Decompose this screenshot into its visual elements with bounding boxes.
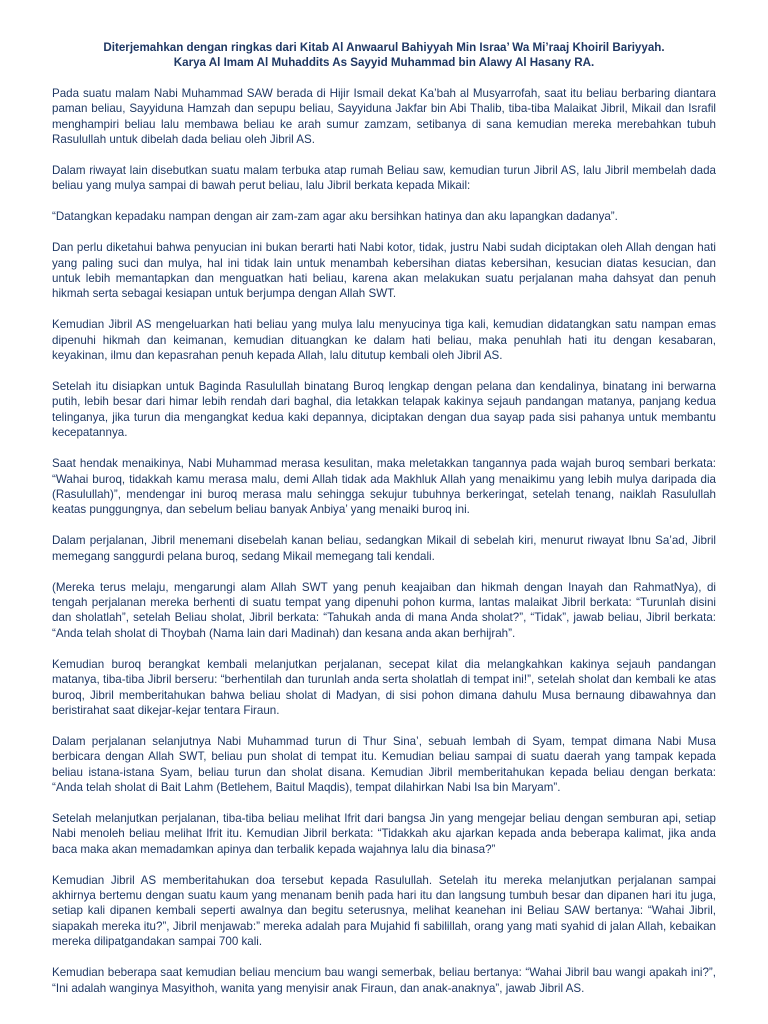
paragraph-4: Dan perlu diketahui bahwa penyucian ini bukan berarti hati Nabi kotor, tidak, justru Nabi sudah diciptakan oleh Allah dengan hati yang paling suci dan mulya, hal ini tidak lain untuk menambah kebersihan diatas kebersihan, kesucian diatas kesucian, dan untuk lebih memantapkan dan menguatkan hati beliau, karena akan melakukan suatu perjalanan maha dahsyat dan penuh hikmah serta sebagai kesiapan untuk berjumpa dengan Allah SWT. bbox=[52, 241, 716, 301]
paragraph-12: Setelah melanjutkan perjalanan, tiba-tiba beliau melihat Ifrit dari bangsa Jin yang mengejar beliau dengan semburan api, setiap Nabi menoleh beliau melihat Ifrit itu. Kemudian Jibril berkata: “Tidakkah aku ajarkan kepada anda beberapa kalimat, jika anda baca maka akan memadamkan apinya dan terbalik kepada wajahnya lalu dia binasa?” bbox=[52, 811, 716, 856]
paragraph-7: Saat hendak menaikinya, Nabi Muhammad merasa kesulitan, maka meletakkan tangannya pada wajah buroq sembari berkata: “Wahai buroq, tidakkah kamu merasa malu, demi Allah tidak ada Makhluk Allah yang menaikimu yang lebih mulya daripada dia (Rasulullah)”, mendengar ini buroq merasa malu sehingga sekujur tubuhnya berkeringat, setelah tenang, naiklah Rasulullah keatas punggungnya, dan sebelum beliau banyak Anbiya’ yang menaiki buroq ini. bbox=[52, 457, 716, 517]
paragraph-3: “Datangkan kepadaku nampan dengan air zam-zam agar aku bersihkan hatinya dan aku lapangkan dadanya”. bbox=[52, 210, 618, 224]
paragraph-6: Setelah itu disiapkan untuk Baginda Rasulullah binatang Buroq lengkap dengan pelana dan kendalinya, binatang ini berwarna putih, lebih besar dari himar lebih rendah dari baghal, dia letakkan telapak kakinya sejauh pandangan matanya, panjang kedua telinganya, jika turun dia mengangkat kedua kaki depannya, diciptakan dengan dua sayap pada sisi pahanya untuk membantu kecepatannya. bbox=[52, 380, 716, 440]
paragraph-13: Kemudian Jibril AS memberitahukan doa tersebut kepada Rasulullah. Setelah itu mereka melanjutkan perjalanan sampai akhirnya bertemu dengan suatu kaum yang menanam benih pada hari itu dan langsung tumbuh besar dan dipanen hari itu juga, setiap kali dipanen kembali seperti awalnya dan begitu seterusnya, melihat keanehan ini Beliau SAW bertanya: “Wahai Jibril, siapakah mereka itu?”, Jibril menjawab:” mereka adalah para Mujahid fi sabilillah, orang yang mati syahid di jalan Allah, kebaikan mereka dilipatgandakan sampai 700 kali. bbox=[52, 873, 716, 949]
document-page bbox=[52, 40, 716, 1012]
paragraph-10: Kemudian buroq berangkat kembali melanjutkan perjalanan, secepat kilat dia melangkahkan kakinya sejauh pandangan matanya, tiba-tiba Jibril berseru: “berhentilah dan turunlah anda serta sholatlah di tempat ini!”, setelah sholat dan kembali ke atas buroq, Jibril memberitahukan bahwa beliau sholat di Madyan, di sisi pohon dimana dahulu Musa bernaung dibawahnya dan beristirahat saat dikejar-kejar tentara Firaun. bbox=[52, 657, 716, 717]
paragraph-8: Dalam perjalanan, Jibril menemani disebelah kanan beliau, sedangkan Mikail di sebelah kiri, menurut riwayat Ibnu Sa’ad, Jibril memegang sanggurdi pelana buroq, sedang Mikail memegang tali kendali. bbox=[52, 534, 716, 563]
paragraph-5: Kemudian Jibril AS mengeluarkan hati beliau yang mulya lalu menyucinya tiga kali, kemudian didatangkan satu nampan emas dipenuhi hikmah dan keimanan, kemudian dituangkan ke dalam hati beliau, maka penuhlah hati itu dengan kesabaran, keyakinan, ilmu dan kepasrahan penuh kepada Allah, lalu ditutup kembali oleh Jibril AS. bbox=[52, 318, 716, 363]
paragraph-1: Pada suatu malam Nabi Muhammad SAW berada di Hijir Ismail dekat Ka’bah al Musyarrofah, saat itu beliau berbaring diantara paman beliau, Sayyiduna Hamzah dan sepupu beliau, Sayyiduna Jakfar bin Abi Thalib, tiba-tiba Malaikat Jibril, Mikail dan Israfil menghampiri beliau lalu membawa beliau ke arah sumur zamzam, setibanya di sana kemudian mereka merebahkan tubuh Rasulullah untuk dibelah dada beliau oleh Jibril AS. bbox=[52, 86, 716, 147]
paragraph-9: (Mereka terus melaju, mengarungi alam Allah SWT yang penuh keajaiban dan hikmah dengan Inayah dan RahmatNya), di tengah perjalanan mereka berhenti di suatu tempat yang dipenuhi pohon kurma, lantas malaikat Jibril berkata: “Turunlah disini dan sholatlah”, setelah Beliau sholat, Jibril berkata: “Tahukah anda di mana Anda sholat?”, “Tidak”, jawab beliau, Jibril berkata: “Anda telah sholat di Thoybah (Nama lain dari Madinah) dan kesana anda akan berhijrah”. bbox=[52, 580, 716, 640]
paragraph-2: Dalam riwayat lain disebutkan suatu malam terbuka atap rumah Beliau saw, kemudian turun Jibril AS, lalu Jibril membelah dada beliau yang mulya sampai di bawah perut beliau, lalu Jibril berkata kepada Mikail: bbox=[52, 163, 716, 193]
title-line-1: Diterjemahkan dengan ringkas dari Kitab Al Anwaarul Bahiyyah Min Israa’ Wa Mi’raaj Khoiril Bariyyah. bbox=[103, 41, 665, 54]
paragraph-11: Dalam perjalanan selanjutnya Nabi Muhammad turun di Thur Sina’, sebuah lembah di Syam, tempat dimana Nabi Musa berbicara dengan Allah SWT, beliau pun sholat di tempat itu. Kemudian beliau sampai di suatu daerah yang tampak kepada beliau istana-istana Syam, beliau turun dan sholat disana. Kemudian Jibril memberitahukan kepada beliau dengan berkata: “Anda telah sholat di Bait Lahm (Betlehem, Baitul Maqdis), tempat dilahirkan Nabi Isa bin Maryam”. bbox=[52, 734, 716, 795]
paragraph-14: Kemudian beberapa saat kemudian beliau mencium bau wangi semerbak, beliau bertanya: “Wahai Jibril bau wangi apakah ini?”, “Ini adalah wanginya Masyithoh, wanita yang menyisir anak Firaun, dan anak-anaknya”, jawab Jibril AS. bbox=[52, 966, 716, 995]
document-title bbox=[52, 40, 716, 71]
title-line-2: Karya Al Imam Al Muhaddits As Sayyid Muhammad bin Alawy Al Hasany RA. bbox=[173, 56, 595, 70]
